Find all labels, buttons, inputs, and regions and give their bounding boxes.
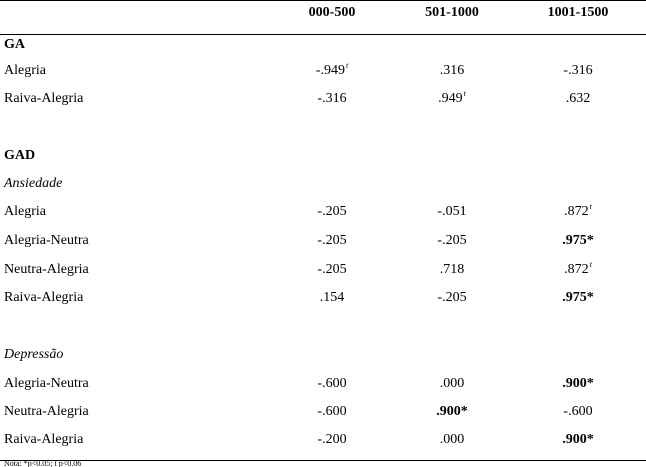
table-row xyxy=(0,233,646,255)
table-note: Nota: *p<0.05; t p<0.06 xyxy=(4,461,82,467)
header-rule xyxy=(0,34,646,35)
row-label: Neutra-Alegria xyxy=(4,262,89,277)
value-cell: -.051 xyxy=(437,204,467,219)
row-label: Raiva-Alegria xyxy=(4,91,84,106)
row-label: Neutra-Alegria xyxy=(4,404,89,419)
value-cell: -.200 xyxy=(317,432,347,447)
value-cell: .872$^t$ xyxy=(564,202,592,219)
value-cell: .000 xyxy=(439,432,465,447)
column-header-000-500: 000-500 xyxy=(308,5,356,20)
row-label: Alegria xyxy=(4,204,46,219)
value-cell-significant: .975* xyxy=(562,290,594,305)
table-top-rule xyxy=(0,0,646,1)
value-cell: -.600 xyxy=(317,376,347,391)
value-cell: -.205 xyxy=(317,262,347,277)
value-cell: -.205 xyxy=(437,233,467,248)
value-cell: -.205 xyxy=(437,290,467,305)
value-cell: -.205 xyxy=(317,204,347,219)
table-row xyxy=(0,376,646,398)
section-title: GA xyxy=(4,37,25,52)
table-row xyxy=(0,63,646,85)
row-label: Alegria-Neutra xyxy=(4,376,89,391)
row-label: Alegria-Neutra xyxy=(4,233,89,248)
table-row xyxy=(0,432,646,454)
value-cell-significant: .900* xyxy=(562,376,594,391)
table-row xyxy=(0,290,646,312)
column-header-501-1000: 501-1000 xyxy=(425,5,479,20)
value-cell-significant: .975* xyxy=(562,233,594,248)
row-label: Raiva-Alegria xyxy=(4,432,84,447)
value-cell: -.949$^t$ xyxy=(315,61,349,78)
value-cell: -.205 xyxy=(317,233,347,248)
table-row xyxy=(0,91,646,113)
table-row xyxy=(0,404,646,426)
table-header xyxy=(0,5,646,29)
value-cell: .949$^t$ xyxy=(438,89,466,106)
table-bottom-rule xyxy=(0,460,646,461)
table-row xyxy=(0,262,646,284)
value-cell-significant: .900* xyxy=(436,404,468,419)
value-cell: .872$^t$ xyxy=(564,260,592,277)
column-header-1001-1500: 1001-1500 xyxy=(547,5,609,20)
value-cell: .000 xyxy=(439,376,465,391)
value-cell: .316 xyxy=(439,63,465,78)
value-cell: -.600 xyxy=(317,404,347,419)
section-title-ga xyxy=(0,37,646,59)
subsection-title: Depressão xyxy=(4,347,64,362)
value-cell: -.316 xyxy=(563,63,593,78)
table-row xyxy=(0,204,646,226)
row-label: Alegria xyxy=(4,63,46,78)
subsection-title-ansiedade xyxy=(0,176,646,198)
value-cell: -.600 xyxy=(563,404,593,419)
section-title: GAD xyxy=(4,148,36,163)
subsection-title: Ansiedade xyxy=(4,176,63,191)
value-cell: -.316 xyxy=(317,91,347,106)
value-cell: .154 xyxy=(319,290,345,305)
value-cell: .632 xyxy=(565,91,591,106)
value-cell-significant: .900* xyxy=(562,432,594,447)
section-title-gad xyxy=(0,148,646,170)
subsection-title-depressao xyxy=(0,347,646,369)
row-label: Raiva-Alegria xyxy=(4,290,84,305)
value-cell: .718 xyxy=(439,262,465,277)
